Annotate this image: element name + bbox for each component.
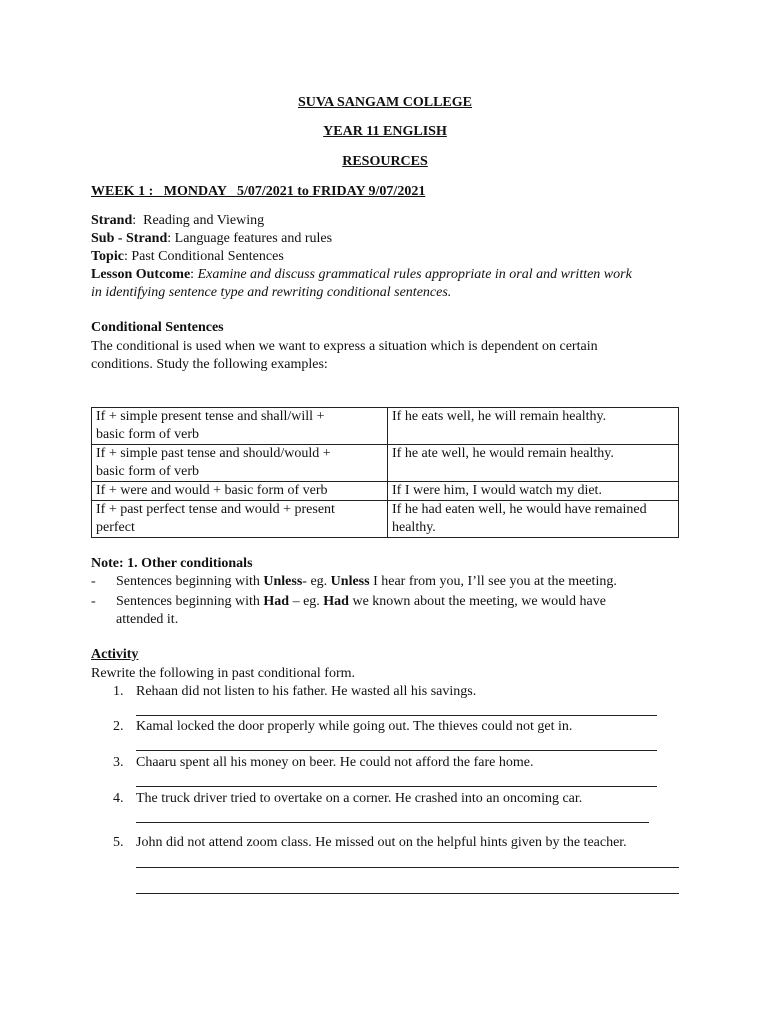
keyword-had: Had: [263, 594, 290, 609]
item-number: 2.: [113, 719, 124, 734]
rule-text: If + were and would + basic form of verb: [96, 483, 328, 498]
outcome-text-1: Examine and discuss grammatical rules appropriate in oral and written work: [197, 267, 632, 282]
outcome-label: Lesson Outcome: [91, 267, 191, 282]
activity-question: Kamal locked the door properly while going out. The thieves could not get in.: [136, 719, 573, 734]
rule-cell: [92, 445, 388, 482]
bullet-marker: -: [91, 574, 96, 589]
note-heading: Note: 1. Other conditionals: [91, 556, 253, 571]
rule-cell: [92, 501, 388, 538]
note-bullet-had-cont: attended it.: [116, 612, 179, 627]
substrand-value: : Language features and rules: [167, 231, 333, 246]
example-text: If he eats well, he will remain healthy.: [392, 409, 607, 424]
table-row: [92, 445, 679, 482]
conditional-intro-2: conditions. Study the following examples:: [91, 357, 328, 372]
item-number: 4.: [113, 791, 124, 806]
example-cell: [388, 408, 679, 445]
activity-question: Rehaan did not listen to his father. He wasted all his savings.: [136, 684, 477, 699]
rule-text: basic form of verb: [96, 464, 200, 479]
bullet-text: - eg.: [302, 574, 331, 589]
topic-value: : Past Conditional Sentences: [123, 249, 284, 264]
conditional-heading: Conditional Sentences: [91, 320, 224, 335]
bullet-marker: -: [91, 594, 96, 609]
bullet-text: I hear from you, I’ll see you at the meeting.: [369, 574, 617, 589]
activity-question: The truck driver tried to overtake on a corner. He crashed into an oncoming car.: [136, 791, 583, 806]
bullet-text: we known about the meeting, we would have: [348, 594, 606, 609]
example-text: If he had eaten well, he would have remained: [392, 502, 647, 517]
strand-value: : Reading and Viewing: [132, 213, 265, 228]
activity-question: Chaaru spent all his money on beer. He could not afford the fare home.: [136, 755, 534, 770]
college-title: SUVA SANGAM COLLEGE: [297, 95, 472, 110]
bullet-text: Sentences beginning with: [116, 594, 264, 609]
activity-question: John did not attend zoom class. He missed out on the helpful hints given by the teacher.: [136, 835, 627, 850]
outcome-text-2: in identifying sentence type and rewriting conditional sentences.: [91, 285, 452, 300]
answer-line[interactable]: [136, 867, 679, 868]
activity-heading: Activity: [91, 647, 139, 662]
topic-label: Topic: [91, 249, 124, 264]
substrand-line: [91, 230, 332, 248]
strand-label: Strand: [91, 213, 133, 228]
example-text: If he ate well, he would remain healthy.: [392, 446, 614, 461]
rule-text: perfect: [96, 520, 135, 535]
note-bullet-had: [116, 593, 606, 611]
rule-cell: [92, 482, 388, 501]
topic-line: [91, 248, 284, 266]
table-row: [92, 501, 679, 538]
rule-cell: [92, 408, 388, 445]
outcome-colon: :: [190, 267, 198, 282]
rule-text: If + past perfect tense and would + present: [96, 502, 335, 517]
substrand-label: Sub - Strand: [91, 231, 168, 246]
example-cell: [388, 482, 679, 501]
rule-text: basic form of verb: [96, 427, 200, 442]
table-row: [92, 482, 679, 501]
keyword-unless: Unless: [263, 574, 303, 589]
rule-text: If + simple present tense and shall/will +: [96, 409, 325, 424]
answer-line[interactable]: [136, 786, 657, 787]
strand-line: [91, 212, 264, 230]
item-number: 5.: [113, 835, 124, 850]
keyword-unless: Unless: [330, 574, 370, 589]
example-cell: [388, 445, 679, 482]
keyword-had: Had: [323, 594, 349, 609]
example-text: healthy.: [392, 520, 436, 535]
bullet-text: Sentences beginning with: [116, 574, 264, 589]
rule-text: If + simple past tense and should/would +: [96, 446, 331, 461]
example-cell: [388, 501, 679, 538]
table-row: [92, 408, 679, 445]
example-text: If I were him, I would watch my diet.: [392, 483, 602, 498]
outcome-line: [91, 266, 632, 284]
answer-line[interactable]: [136, 750, 657, 751]
conditional-table: [91, 407, 679, 538]
answer-line[interactable]: [136, 893, 679, 894]
week-heading: WEEK 1 : MONDAY 5/07/2021 to FRIDAY 9/07/2021: [91, 184, 426, 199]
activity-instruction: Rewrite the following in past conditional form.: [91, 666, 356, 681]
answer-line[interactable]: [136, 715, 657, 716]
item-number: 3.: [113, 755, 124, 770]
conditional-intro-1: The conditional is used when we want to express a situation which is dependent on certain: [91, 339, 598, 354]
resources-title: RESOURCES: [342, 154, 428, 169]
bullet-text: – eg.: [289, 594, 324, 609]
answer-line[interactable]: [136, 822, 649, 823]
item-number: 1.: [113, 684, 124, 699]
note-bullet-unless: [116, 573, 617, 591]
subject-title: YEAR 11 ENGLISH: [323, 124, 447, 139]
